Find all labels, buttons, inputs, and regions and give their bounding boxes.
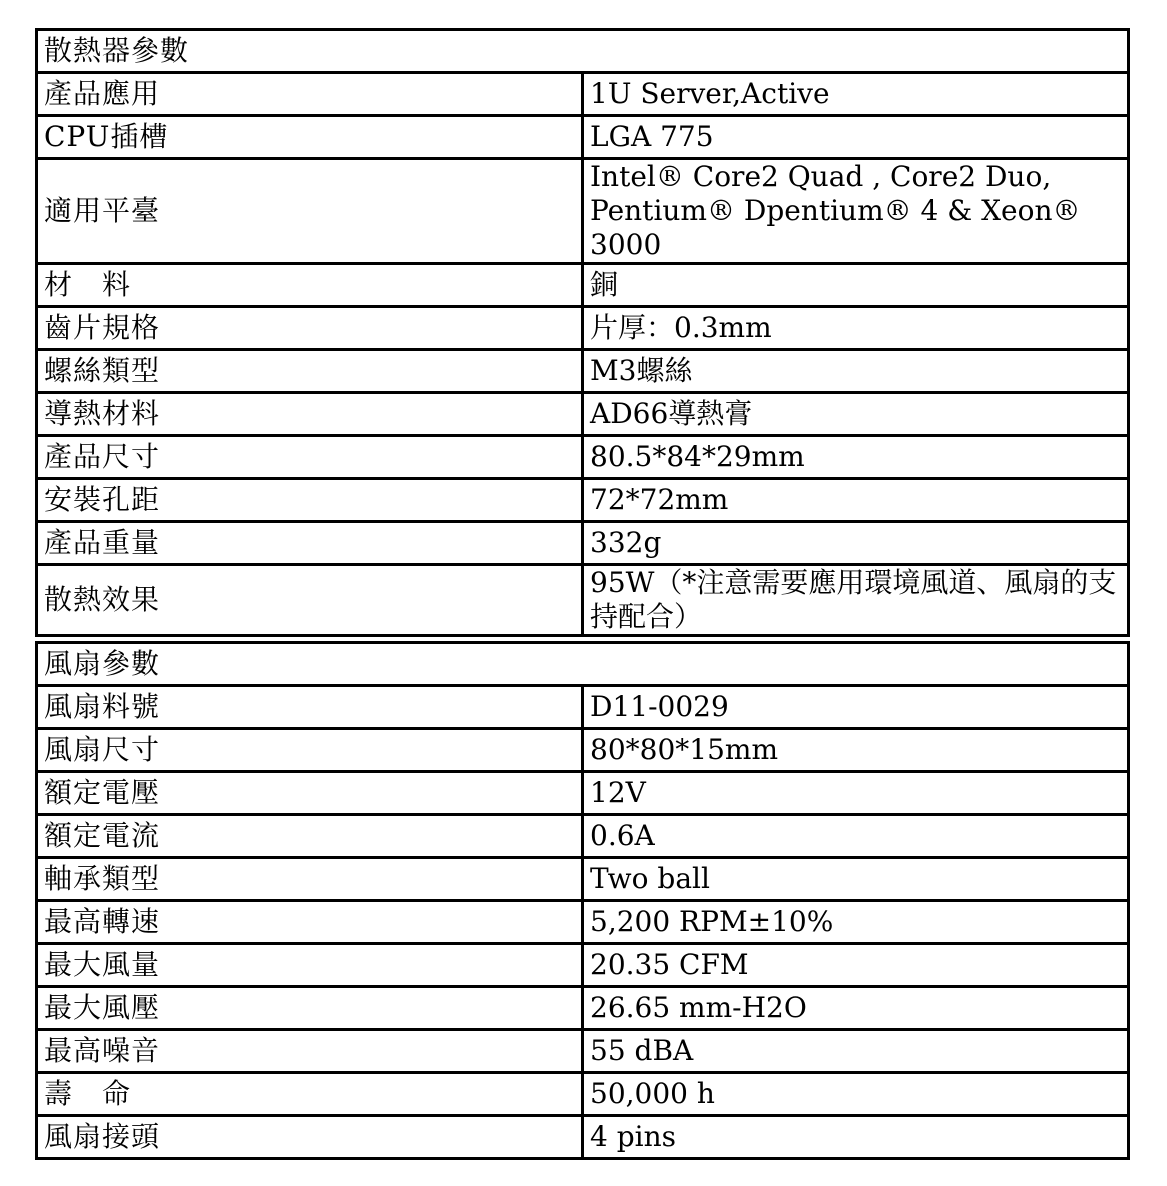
table-row bbox=[37, 858, 1129, 901]
spec-value: 72*72mm bbox=[583, 479, 1129, 522]
spec-label: 齒片規格 bbox=[37, 307, 583, 350]
spec-value: 80*80*15mm bbox=[583, 729, 1129, 772]
spec-label: 螺絲類型 bbox=[37, 350, 583, 393]
table-row bbox=[37, 73, 1129, 116]
table-row bbox=[37, 729, 1129, 772]
spec-label: 適用平臺 bbox=[37, 159, 583, 264]
spec-value: AD66導熱膏 bbox=[583, 393, 1129, 436]
spec-value: M3螺絲 bbox=[583, 350, 1129, 393]
spec-value: 20.35 CFM bbox=[583, 944, 1129, 987]
table-row bbox=[37, 565, 1129, 636]
spec-value: 332g bbox=[583, 522, 1129, 565]
spec-value: 0.6A bbox=[583, 815, 1129, 858]
spec-label: 軸承類型 bbox=[37, 858, 583, 901]
table-title-row bbox=[37, 643, 1129, 686]
fan-table-title: 風扇參數 bbox=[37, 643, 1129, 686]
table-row bbox=[37, 815, 1129, 858]
table-row bbox=[37, 264, 1129, 307]
spec-value: 80.5*84*29mm bbox=[583, 436, 1129, 479]
table-row bbox=[37, 1030, 1129, 1073]
spec-label: 產品應用 bbox=[37, 73, 583, 116]
spec-label: 額定電流 bbox=[37, 815, 583, 858]
spec-label: 額定電壓 bbox=[37, 772, 583, 815]
spec-label: CPU插槽 bbox=[37, 116, 583, 159]
table-row bbox=[37, 772, 1129, 815]
spec-value: 1U Server,Active bbox=[583, 73, 1129, 116]
table-row bbox=[37, 116, 1129, 159]
spec-value: Two ball bbox=[583, 858, 1129, 901]
table-row bbox=[37, 307, 1129, 350]
spec-label: 安裝孔距 bbox=[37, 479, 583, 522]
table-row bbox=[37, 393, 1129, 436]
spec-label: 風扇料號 bbox=[37, 686, 583, 729]
fan-spec-table bbox=[35, 641, 1130, 1160]
spec-label: 最高噪音 bbox=[37, 1030, 583, 1073]
spec-value: 5,200 RPM±10% bbox=[583, 901, 1129, 944]
spec-value: 銅 bbox=[583, 264, 1129, 307]
table-row bbox=[37, 944, 1129, 987]
spec-value: 95W（*注意需要應用環境風道、風扇的支持配合） bbox=[583, 565, 1129, 636]
spec-label: 最大風量 bbox=[37, 944, 583, 987]
table-title-row bbox=[37, 30, 1129, 73]
spec-value: 12V bbox=[583, 772, 1129, 815]
spec-value: Intel® Core2 Quad , Core2 Duo, Pentium® Dpentium® 4 & Xeon® 3000 bbox=[583, 159, 1129, 264]
spec-value: LGA 775 bbox=[583, 116, 1129, 159]
table-row bbox=[37, 901, 1129, 944]
table-row bbox=[37, 350, 1129, 393]
table-row bbox=[37, 1073, 1129, 1116]
spec-label: 導熱材料 bbox=[37, 393, 583, 436]
spec-value: 片厚：0.3mm bbox=[583, 307, 1129, 350]
spec-label: 散熱效果 bbox=[37, 565, 583, 636]
spec-label: 最高轉速 bbox=[37, 901, 583, 944]
spec-value: 26.65 mm-H2O bbox=[583, 987, 1129, 1030]
heatsink-table-title: 散熱器參數 bbox=[37, 30, 1129, 73]
heatsink-spec-table bbox=[35, 28, 1130, 637]
table-row bbox=[37, 159, 1129, 264]
table-row bbox=[37, 479, 1129, 522]
spec-label: 最大風壓 bbox=[37, 987, 583, 1030]
table-row bbox=[37, 686, 1129, 729]
table-row bbox=[37, 522, 1129, 565]
spec-label: 風扇接頭 bbox=[37, 1116, 583, 1159]
spec-value: D11-0029 bbox=[583, 686, 1129, 729]
spec-label: 風扇尺寸 bbox=[37, 729, 583, 772]
spec-value: 4 pins bbox=[583, 1116, 1129, 1159]
table-row bbox=[37, 1116, 1129, 1159]
spec-label: 產品尺寸 bbox=[37, 436, 583, 479]
table-row bbox=[37, 987, 1129, 1030]
spec-value: 50,000 h bbox=[583, 1073, 1129, 1116]
spec-value: 55 dBA bbox=[583, 1030, 1129, 1073]
table-row bbox=[37, 436, 1129, 479]
spec-label: 材 料 bbox=[37, 264, 583, 307]
spec-label: 壽 命 bbox=[37, 1073, 583, 1116]
spec-label: 產品重量 bbox=[37, 522, 583, 565]
